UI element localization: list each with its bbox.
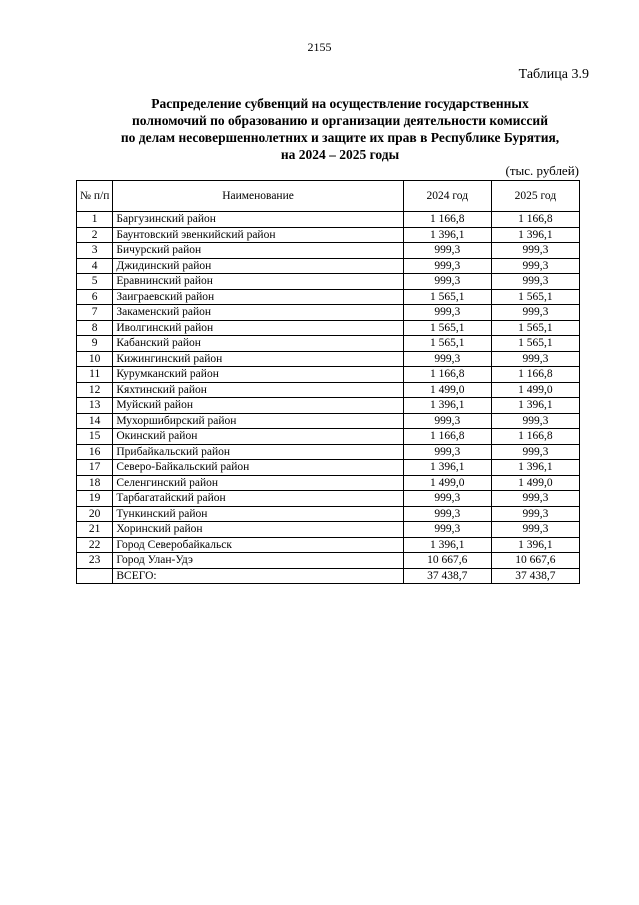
- row-number: 1: [77, 212, 113, 228]
- table-row: [77, 398, 580, 414]
- table-row: [77, 460, 580, 476]
- table-row: [77, 522, 580, 538]
- row-value-2025: 999,3: [491, 491, 579, 507]
- row-value-2024: 1 396,1: [403, 398, 491, 414]
- header-number: № п/п: [77, 181, 113, 212]
- row-value-2025: 999,3: [491, 243, 579, 259]
- row-name: Селенгинский район: [113, 475, 403, 491]
- table-row: [77, 227, 580, 243]
- total-number: [77, 568, 113, 584]
- table-row: [77, 491, 580, 507]
- header-2025: 2025 год: [491, 181, 579, 212]
- row-name: Баунтовский эвенкийский район: [113, 227, 403, 243]
- row-value-2025: 1 166,8: [491, 429, 579, 445]
- header-2024: 2024 год: [403, 181, 491, 212]
- row-value-2024: 999,3: [403, 305, 491, 321]
- row-name: Город Улан-Удэ: [113, 553, 403, 569]
- row-number: 21: [77, 522, 113, 538]
- row-value-2024: 10 667,6: [403, 553, 491, 569]
- row-name: Закаменский район: [113, 305, 403, 321]
- row-value-2025: 1 499,0: [491, 382, 579, 398]
- row-value-2025: 1 166,8: [491, 367, 579, 383]
- row-name: Заиграевский район: [113, 289, 403, 305]
- row-value-2024: 1 396,1: [403, 537, 491, 553]
- row-name: Кяхтинский район: [113, 382, 403, 398]
- row-value-2024: 1 565,1: [403, 320, 491, 336]
- row-value-2024: 1 166,8: [403, 212, 491, 228]
- row-value-2024: 1 166,8: [403, 429, 491, 445]
- row-number: 7: [77, 305, 113, 321]
- row-value-2025: 999,3: [491, 258, 579, 274]
- header-name: Наименование: [113, 181, 403, 212]
- units-label: (тыс. рублей): [505, 163, 579, 178]
- table-row: [77, 336, 580, 352]
- row-name: Кабанский район: [113, 336, 403, 352]
- row-value-2024: 1 499,0: [403, 475, 491, 491]
- table-row: [77, 382, 580, 398]
- table-row: [77, 274, 580, 290]
- row-name: Тарбагатайский район: [113, 491, 403, 507]
- total-row: [77, 568, 580, 584]
- row-name: Бичурский район: [113, 243, 403, 259]
- table-row: [77, 243, 580, 259]
- table-row: [77, 305, 580, 321]
- title-line: по делам несовершеннолетних и защите их прав в Республике Бурятия,: [120, 130, 560, 145]
- row-name: Мухоршибирский район: [113, 413, 403, 429]
- row-number: 19: [77, 491, 113, 507]
- total-value-2025: 37 438,7: [491, 568, 579, 584]
- row-value-2024: 999,3: [403, 274, 491, 290]
- row-value-2025: 1 499,0: [491, 475, 579, 491]
- row-number: 8: [77, 320, 113, 336]
- table-row: [77, 212, 580, 228]
- row-value-2025: 999,3: [491, 413, 579, 429]
- row-name: Еравнинский район: [113, 274, 403, 290]
- row-value-2024: 1 565,1: [403, 336, 491, 352]
- table-label: Таблица 3.9: [518, 67, 589, 82]
- table-header-row: [77, 181, 580, 212]
- row-name: Прибайкальский район: [113, 444, 403, 460]
- page-number: 2155: [307, 40, 332, 54]
- total-label: ВСЕГО:: [113, 568, 403, 584]
- row-name: Муйский район: [113, 398, 403, 414]
- row-value-2025: 1 396,1: [491, 460, 579, 476]
- table-row: [77, 320, 580, 336]
- row-value-2024: 999,3: [403, 522, 491, 538]
- row-value-2025: 1 166,8: [491, 212, 579, 228]
- row-value-2024: 999,3: [403, 351, 491, 367]
- row-value-2025: 1 396,1: [491, 227, 579, 243]
- row-value-2025: 1 565,1: [491, 289, 579, 305]
- row-value-2024: 1 396,1: [403, 460, 491, 476]
- row-value-2024: 1 166,8: [403, 367, 491, 383]
- table-row: [77, 475, 580, 491]
- table-body: [77, 212, 580, 584]
- row-value-2025: 1 396,1: [491, 398, 579, 414]
- table-row: [77, 537, 580, 553]
- document-title: [80, 95, 600, 163]
- row-number: 4: [77, 258, 113, 274]
- row-value-2025: 10 667,6: [491, 553, 579, 569]
- row-name: Иволгинский район: [113, 320, 403, 336]
- row-number: 18: [77, 475, 113, 491]
- table-row: [77, 258, 580, 274]
- row-name: Хоринский район: [113, 522, 403, 538]
- row-number: 9: [77, 336, 113, 352]
- title-line: Распределение субвенций на осуществление государственных: [151, 96, 529, 111]
- row-number: 10: [77, 351, 113, 367]
- row-value-2024: 999,3: [403, 258, 491, 274]
- row-number: 22: [77, 537, 113, 553]
- row-value-2025: 999,3: [491, 506, 579, 522]
- row-number: 15: [77, 429, 113, 445]
- row-number: 23: [77, 553, 113, 569]
- row-value-2024: 999,3: [403, 506, 491, 522]
- subsidy-table: [76, 180, 580, 584]
- row-number: 14: [77, 413, 113, 429]
- table-row: [77, 289, 580, 305]
- table-row: [77, 367, 580, 383]
- row-number: 3: [77, 243, 113, 259]
- row-name: Северо-Байкальский район: [113, 460, 403, 476]
- table-row: [77, 553, 580, 569]
- row-value-2025: 1 565,1: [491, 320, 579, 336]
- title-line: полномочий по образованию и организации деятельности комиссий: [132, 113, 548, 128]
- row-value-2024: 999,3: [403, 491, 491, 507]
- row-number: 6: [77, 289, 113, 305]
- row-number: 17: [77, 460, 113, 476]
- total-value-2024: 37 438,7: [403, 568, 491, 584]
- row-value-2025: 1 565,1: [491, 336, 579, 352]
- row-number: 12: [77, 382, 113, 398]
- row-value-2024: 1 396,1: [403, 227, 491, 243]
- table-row: [77, 351, 580, 367]
- table-row: [77, 506, 580, 522]
- row-value-2024: 999,3: [403, 243, 491, 259]
- row-number: 2: [77, 227, 113, 243]
- table-row: [77, 444, 580, 460]
- title-line: на 2024 – 2025 годы: [280, 147, 400, 162]
- row-name: Джидинский район: [113, 258, 403, 274]
- row-name: Окинский район: [113, 429, 403, 445]
- row-name: Город Северобайкальск: [113, 537, 403, 553]
- row-number: 16: [77, 444, 113, 460]
- row-value-2024: 1 499,0: [403, 382, 491, 398]
- row-value-2024: 999,3: [403, 413, 491, 429]
- row-name: Курумканский район: [113, 367, 403, 383]
- row-value-2025: 999,3: [491, 351, 579, 367]
- row-value-2024: 999,3: [403, 444, 491, 460]
- row-value-2024: 1 565,1: [403, 289, 491, 305]
- row-number: 5: [77, 274, 113, 290]
- row-value-2025: 999,3: [491, 522, 579, 538]
- row-value-2025: 999,3: [491, 444, 579, 460]
- row-value-2025: 999,3: [491, 274, 579, 290]
- row-number: 13: [77, 398, 113, 414]
- row-number: 20: [77, 506, 113, 522]
- table-row: [77, 429, 580, 445]
- row-value-2025: 999,3: [491, 305, 579, 321]
- row-value-2025: 1 396,1: [491, 537, 579, 553]
- table-row: [77, 413, 580, 429]
- row-name: Тункинский район: [113, 506, 403, 522]
- row-name: Баргузинский район: [113, 212, 403, 228]
- row-number: 11: [77, 367, 113, 383]
- row-name: Кижингинский район: [113, 351, 403, 367]
